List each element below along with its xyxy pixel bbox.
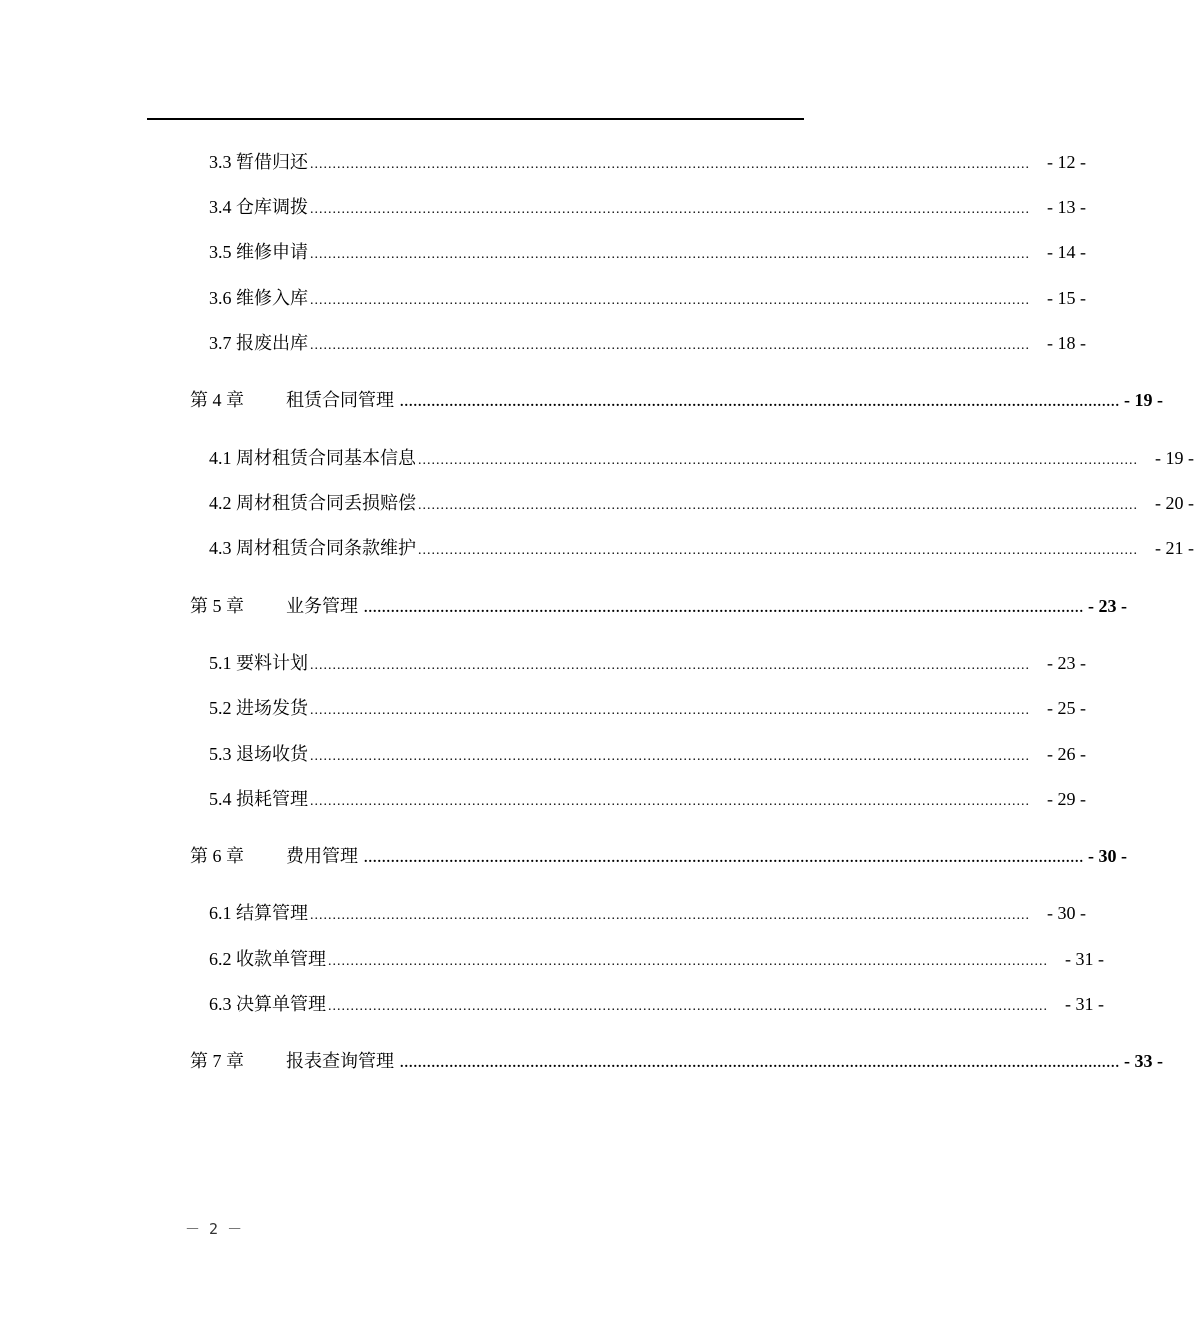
- toc-entry-4-3[interactable]: [209, 536, 1194, 560]
- dot-leader: ................................................................................................................................................................: [310, 338, 1030, 353]
- dot-leader: ................................................................................................................................................................: [400, 1056, 1120, 1071]
- toc-entry-page: - 23 -: [1047, 653, 1086, 673]
- toc-entry-label: 4.3 周材租赁合同条款维护: [209, 538, 416, 558]
- toc-entry-label: 3.5 维修申请: [209, 242, 308, 262]
- toc-entry-page: - 13 -: [1047, 197, 1086, 217]
- toc-chapter-page: - 30 -: [1088, 846, 1127, 866]
- toc-entry-label: 5.4 损耗管理: [209, 789, 308, 809]
- toc-entry-4-1[interactable]: [209, 446, 1194, 470]
- dot-leader: ................................................................................................................................................................: [310, 247, 1030, 262]
- toc-entry-page: - 30 -: [1047, 903, 1086, 923]
- toc-entry-page: - 14 -: [1047, 242, 1086, 262]
- toc-chapter-4[interactable]: [190, 388, 1163, 412]
- dot-leader: ................................................................................................................................................................: [418, 543, 1138, 558]
- toc-chapter-title: 费用管理: [286, 846, 358, 866]
- toc-entry-label: 6.3 决算单管理: [209, 994, 326, 1014]
- toc-entry-page: - 18 -: [1047, 333, 1086, 353]
- header-rule: [147, 118, 804, 120]
- toc-entry-3-4[interactable]: [209, 195, 1086, 219]
- dot-leader: ................................................................................................................................................................: [418, 453, 1138, 468]
- toc-chapter-number: 第 4 章: [190, 390, 244, 410]
- toc-entry-3-3[interactable]: [209, 150, 1086, 174]
- toc-chapter-5[interactable]: [190, 594, 1127, 618]
- toc-chapter-title: 报表查询管理: [286, 1051, 394, 1071]
- toc-entry-label: 3.6 维修入库: [209, 288, 308, 308]
- toc-entry-5-1[interactable]: [209, 651, 1086, 675]
- toc-chapter-number: 第 7 章: [190, 1051, 244, 1071]
- dot-leader: ................................................................................................................................................................: [400, 395, 1120, 410]
- toc-entry-label: 6.1 结算管理: [209, 903, 308, 923]
- dot-leader: ................................................................................................................................................................: [310, 202, 1030, 217]
- toc-entry-3-6[interactable]: [209, 286, 1086, 310]
- toc-entry-page: - 31 -: [1065, 994, 1104, 1014]
- toc-entry-6-1[interactable]: [209, 901, 1086, 925]
- dot-leader: ................................................................................................................................................................: [310, 293, 1030, 308]
- toc-chapter-6[interactable]: [190, 844, 1127, 868]
- toc-entry-3-5[interactable]: [209, 240, 1086, 264]
- toc-entry-page: - 15 -: [1047, 288, 1086, 308]
- toc-entry-label: 5.3 退场收货: [209, 744, 308, 764]
- toc-entry-page: - 29 -: [1047, 789, 1086, 809]
- dot-leader: ................................................................................................................................................................: [310, 157, 1030, 172]
- toc-chapter-page: - 19 -: [1124, 390, 1163, 410]
- toc-entry-page: - 19 -: [1155, 448, 1194, 468]
- toc-entry-label: 5.2 进场发货: [209, 698, 308, 718]
- toc-entry-label: 3.7 报废出库: [209, 333, 308, 353]
- toc-entry-label: 3.4 仓库调拨: [209, 197, 308, 217]
- toc-chapter-page: - 23 -: [1088, 596, 1127, 616]
- toc-entry-page: - 31 -: [1065, 949, 1104, 969]
- toc-entry-page: - 21 -: [1155, 538, 1194, 558]
- toc-entry-4-2[interactable]: [209, 491, 1194, 515]
- footer-page-number: － 2 －: [185, 1220, 243, 1238]
- dot-leader: ................................................................................................................................................................: [310, 794, 1030, 809]
- dot-leader: ................................................................................................................................................................: [328, 999, 1048, 1014]
- toc-entry-3-7[interactable]: [209, 331, 1086, 355]
- toc-chapter-number: 第 5 章: [190, 596, 244, 616]
- toc-entry-5-3[interactable]: [209, 742, 1086, 766]
- toc-chapter-number: 第 6 章: [190, 846, 244, 866]
- toc-entry-label: 3.3 暂借归还: [209, 152, 308, 172]
- dot-leader: ................................................................................................................................................................: [418, 498, 1138, 513]
- dot-leader: ................................................................................................................................................................: [364, 601, 1084, 616]
- toc-entry-page: - 12 -: [1047, 152, 1086, 172]
- toc-chapter-title: 业务管理: [286, 596, 358, 616]
- toc-entry-page: - 26 -: [1047, 744, 1086, 764]
- toc-entry-label: 4.2 周材租赁合同丢损赔偿: [209, 493, 416, 513]
- toc-chapter-7[interactable]: [190, 1049, 1163, 1073]
- toc-entry-6-3[interactable]: [209, 992, 1104, 1016]
- toc-entry-page: - 25 -: [1047, 698, 1086, 718]
- toc-entry-label: 6.2 收款单管理: [209, 949, 326, 969]
- dot-leader: ................................................................................................................................................................: [364, 851, 1084, 866]
- toc-entry-label: 4.1 周材租赁合同基本信息: [209, 448, 416, 468]
- toc-entry-page: - 20 -: [1155, 493, 1194, 513]
- toc-entry-5-4[interactable]: [209, 787, 1086, 811]
- dot-leader: ................................................................................................................................................................: [310, 703, 1030, 718]
- dot-leader: ................................................................................................................................................................: [310, 658, 1030, 673]
- toc-entry-6-2[interactable]: [209, 947, 1104, 971]
- dot-leader: ................................................................................................................................................................: [310, 749, 1030, 764]
- dot-leader: ................................................................................................................................................................: [310, 908, 1030, 923]
- toc-entry-label: 5.1 要料计划: [209, 653, 308, 673]
- dot-leader: ................................................................................................................................................................: [328, 954, 1048, 969]
- toc-chapter-page: - 33 -: [1124, 1051, 1163, 1071]
- toc-entry-5-2[interactable]: [209, 696, 1086, 720]
- toc-chapter-title: 租赁合同管理: [286, 390, 394, 410]
